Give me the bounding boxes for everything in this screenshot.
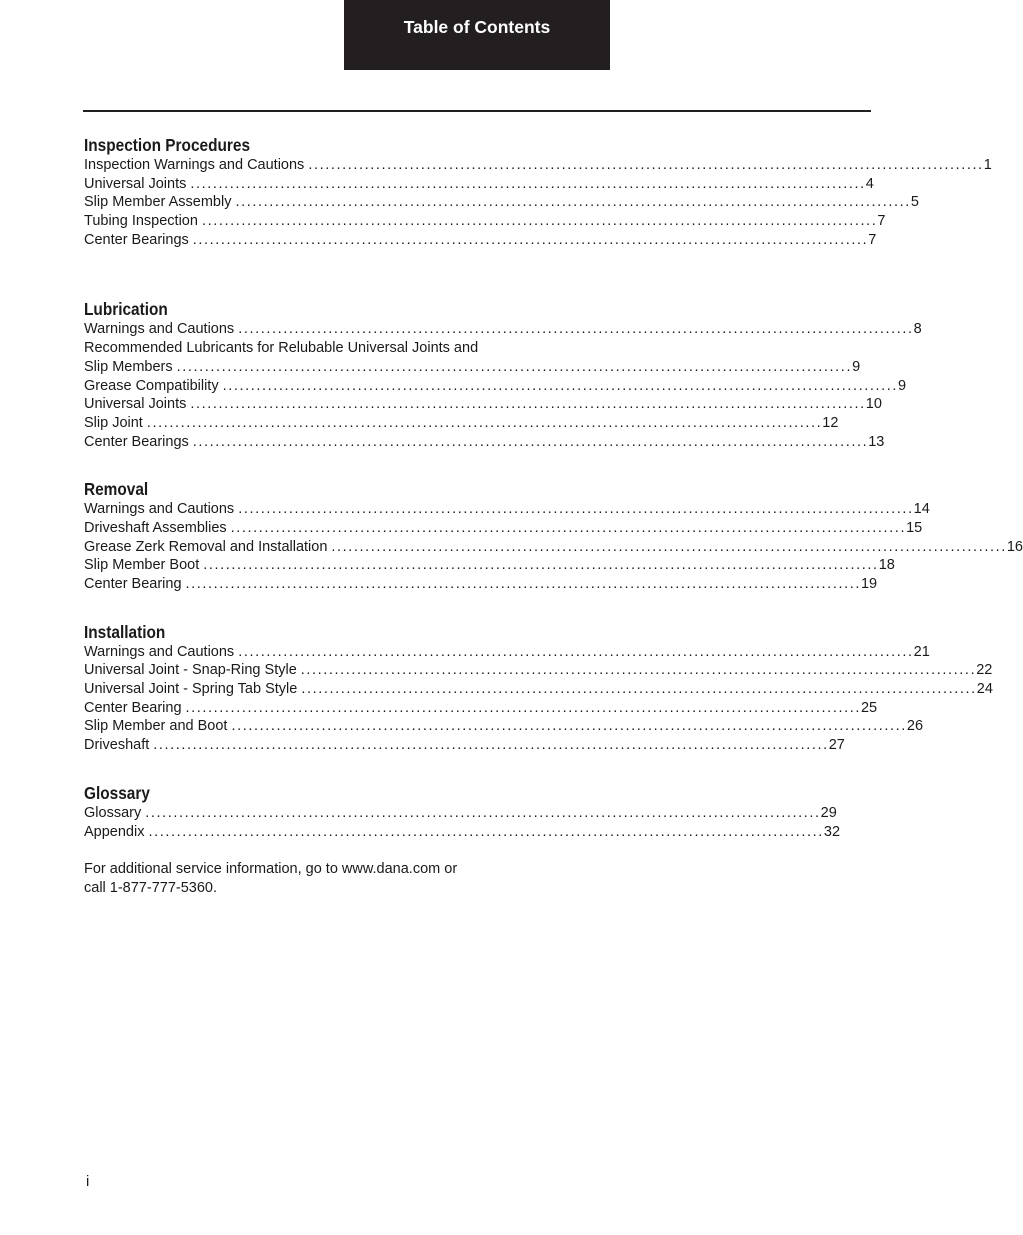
entry-page: 19: [860, 576, 878, 593]
dot-leader: ........................................................................................................................: [238, 643, 914, 660]
entry-page: 24: [976, 681, 993, 698]
entry-label: Universal Joint - Spring Tab Style: [84, 681, 298, 698]
entry-label: Warnings and Cautions: [84, 321, 235, 338]
toc-section-glossary: [84, 782, 841, 841]
dot-leader: ........................................................................................................................: [190, 175, 866, 192]
dot-leader: ........................................................................................................................: [190, 396, 866, 413]
toc-entry[interactable]: [84, 823, 841, 842]
toc-entry[interactable]: [84, 156, 992, 175]
toc-entry[interactable]: [84, 358, 861, 377]
entry-page: 18: [878, 557, 895, 574]
entry-page: 9: [898, 377, 907, 394]
entry-label: Slip Members: [84, 358, 173, 375]
entry-page: 4: [865, 175, 874, 192]
entry-label: Glossary: [84, 804, 142, 821]
entry-label: Slip Joint: [84, 414, 143, 431]
toc-section-lubrication: [84, 298, 922, 451]
section-title: Glossary: [84, 782, 150, 803]
toc-section-removal: [84, 478, 1023, 593]
entry-label: Grease Compatibility: [84, 377, 219, 394]
entry-label: Warnings and Cautions: [84, 501, 235, 518]
header-tab-title: Table of Contents: [403, 17, 551, 37]
toc-entry[interactable]: [84, 320, 922, 339]
entry-page: 32: [823, 823, 841, 840]
toc-entry[interactable]: [84, 538, 1023, 557]
entry-page: 7: [868, 231, 877, 248]
service-info-note: For additional service information, go to www.dana.com or call 1-877-777-5360.: [84, 861, 458, 896]
entry-page: 27: [828, 737, 845, 754]
entry-label: Warnings and Cautions: [84, 643, 235, 660]
entry-label: Center Bearing: [84, 699, 182, 716]
entry-page: 9: [852, 358, 861, 375]
entry-label: Inspection Warnings and Cautions: [84, 157, 305, 173]
page-number: i: [86, 1173, 90, 1190]
toc-entry[interactable]: [84, 212, 886, 231]
dot-leader: ........................................................................................................................: [203, 557, 879, 574]
dot-leader: ........................................................................................................................: [231, 718, 907, 735]
entry-label: Center Bearings: [84, 433, 189, 450]
entry-page: 15: [906, 519, 923, 536]
entry-page: 26: [906, 718, 924, 735]
dot-leader: ........................................................................................................................: [145, 804, 821, 821]
entry-page: 22: [976, 662, 993, 679]
toc-section-installation: [84, 621, 993, 755]
dot-leader: ........................................................................................................................: [301, 681, 977, 698]
entry-page: 5: [910, 194, 919, 211]
dot-leader: ........................................................................................................................: [176, 358, 853, 375]
table-of-contents: [84, 134, 1023, 898]
header-tab: [344, 0, 610, 70]
entry-page: 29: [820, 804, 837, 821]
section-title: Removal: [84, 479, 149, 500]
dot-leader: ........................................................................................................................: [153, 737, 829, 754]
toc-entry[interactable]: [84, 699, 878, 718]
dot-leader: ........................................................................................................................: [146, 414, 823, 431]
entry-label-line1[interactable]: Recommended Lubricants for Relubable Universal Joints and: [84, 340, 479, 357]
dot-leader: ........................................................................................................................: [185, 699, 861, 716]
dot-leader: ........................................................................................................................: [238, 501, 914, 518]
entry-label: Grease Zerk Removal and Installation: [84, 538, 328, 555]
toc-entry[interactable]: [84, 414, 839, 433]
toc-entry[interactable]: [84, 193, 919, 212]
toc-entry[interactable]: [84, 500, 930, 519]
dot-leader: ........................................................................................................................: [192, 433, 869, 450]
entry-label: Appendix: [84, 823, 145, 840]
toc-entry[interactable]: [84, 661, 993, 680]
entry-page: 16: [1006, 538, 1023, 555]
entry-label: Driveshaft Assemblies: [84, 519, 227, 536]
entry-page: 10: [865, 396, 882, 413]
dot-leader: ........................................................................................................................: [148, 823, 824, 840]
section-title: Lubrication: [84, 299, 168, 320]
entry-label: Slip Member Assembly: [84, 194, 232, 211]
toc-entry[interactable]: [84, 556, 895, 575]
section-title: Installation: [84, 621, 166, 642]
entry-page: 8: [913, 321, 922, 338]
toc-entry[interactable]: [84, 519, 923, 538]
toc-entry[interactable]: [84, 575, 878, 594]
entry-label: Slip Member and Boot: [84, 718, 228, 735]
entry-page: 7: [877, 213, 886, 230]
entry-page: 25: [860, 699, 878, 716]
dot-leader: ........................................................................................................................: [192, 231, 869, 248]
entry-page: 13: [868, 433, 885, 450]
toc-entry[interactable]: [84, 736, 845, 755]
toc-entry[interactable]: [84, 680, 993, 699]
entry-page: 12: [822, 414, 839, 431]
entry-label: Universal Joint - Snap-Ring Style: [84, 662, 297, 679]
entry-label: Slip Member Boot: [84, 557, 200, 574]
dot-leader: ........................................................................................................................: [235, 194, 911, 211]
toc-entry[interactable]: [84, 395, 882, 414]
entry-label: Universal Joints: [84, 396, 187, 413]
dot-leader: ........................................................................................................................: [230, 519, 907, 536]
toc-section-inspection: [84, 134, 992, 249]
dot-leader: ........................................................................................................................: [201, 213, 878, 230]
toc-entry[interactable]: [84, 717, 924, 736]
dot-leader: ........................................................................................................................: [222, 377, 899, 394]
toc-entry[interactable]: [84, 804, 837, 823]
entry-label: Driveshaft: [84, 737, 150, 754]
toc-entry[interactable]: [84, 231, 877, 250]
dot-leader: ........................................................................................................................: [300, 662, 977, 679]
header-divider: [83, 110, 871, 112]
dot-leader: ........................................................................................................................: [238, 321, 914, 338]
entry-label: Universal Joints: [84, 175, 187, 192]
entry-label: Center Bearing: [84, 576, 182, 593]
entry-page: 21: [913, 643, 930, 660]
entry-label: Tubing Inspection: [84, 213, 198, 230]
entry-label: Center Bearings: [84, 231, 189, 248]
dot-leader: ........................................................................................................................: [185, 576, 861, 593]
toc-entry[interactable]: [84, 377, 907, 396]
entry-page: 14: [913, 501, 930, 518]
dot-leader: ........................................................................................................................: [331, 538, 1007, 555]
section-title: Inspection Procedures: [84, 135, 251, 155]
entry-page: 1: [983, 157, 992, 173]
toc-entry[interactable]: [84, 433, 885, 452]
dot-leader: ........................................................................................................................: [308, 157, 984, 173]
toc-entry[interactable]: [84, 643, 930, 662]
toc-entry[interactable]: [84, 175, 874, 194]
